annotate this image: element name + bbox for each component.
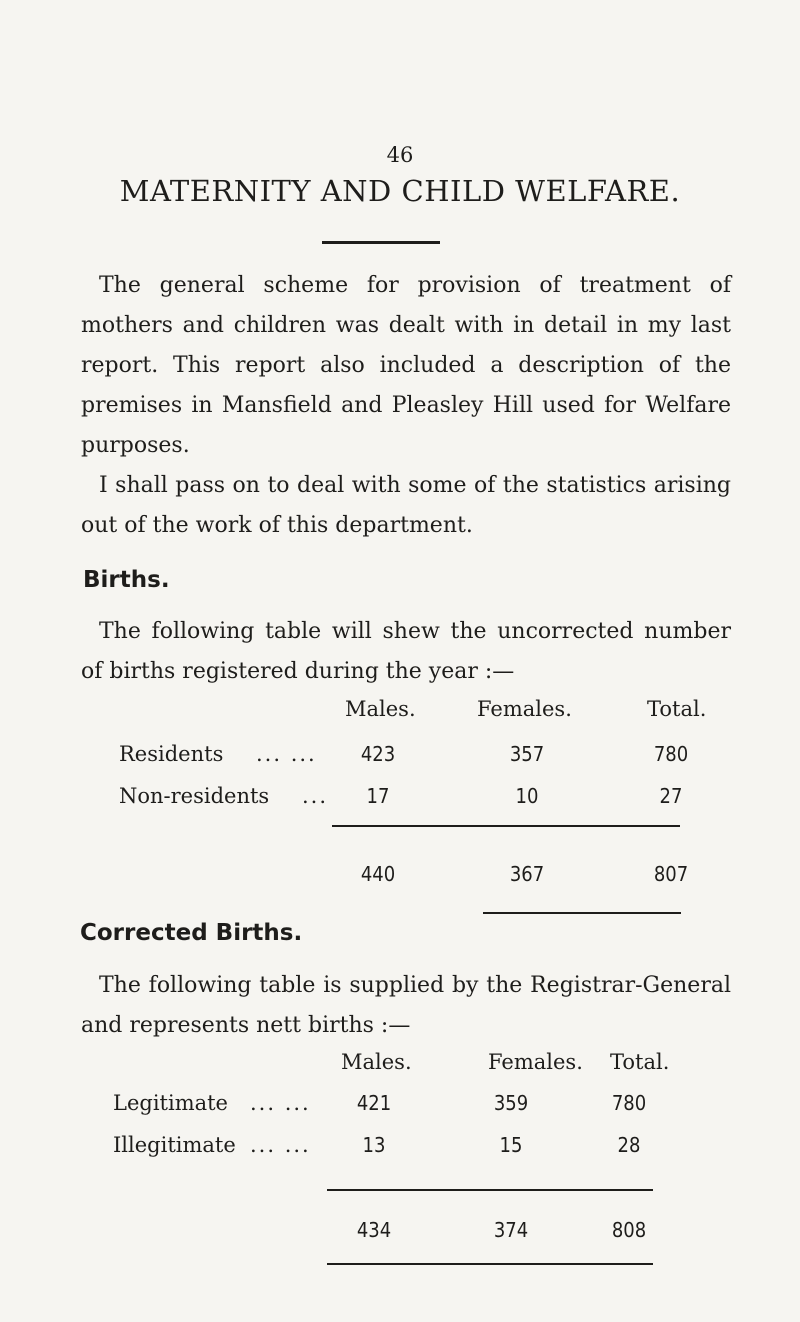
births-subtotal-rule	[332, 825, 680, 827]
births-total-cell: 367	[509, 862, 545, 886]
births-col-total: Total.	[647, 697, 707, 721]
corrected-total-cell: 374	[493, 1218, 529, 1242]
corrected-row-label: Illegitimate	[113, 1133, 236, 1157]
corrected-cell: 15	[499, 1133, 523, 1157]
births-total-cell: 807	[653, 862, 689, 886]
births-total-cell: 440	[360, 862, 396, 886]
births-row-label: Residents	[119, 742, 224, 766]
corrected-cell: 28	[617, 1133, 641, 1157]
corrected-cell: 421	[356, 1091, 392, 1115]
corrected-total-cell: 434	[356, 1218, 392, 1242]
page-number: 46	[386, 143, 414, 167]
corrected-subtotal-rule	[327, 1189, 653, 1191]
corrected-births-description-text: The following table is supplied by the Registrar-General and represents nett births :—	[81, 973, 731, 1038]
corrected-cell: 13	[362, 1133, 386, 1157]
corrected-cell: 359	[493, 1091, 529, 1115]
corrected-births-description	[81, 966, 731, 1046]
births-col-males: Males.	[345, 697, 416, 721]
births-cell: 357	[509, 742, 545, 766]
title-divider	[322, 241, 440, 244]
births-cell: 17	[366, 784, 390, 808]
page-title: MATERNITY AND CHILD WELFARE.	[119, 174, 681, 208]
births-description-text: The following table will shew the uncorrected number of births registered during the year :—	[81, 619, 731, 684]
births-row-leader: ... ...	[256, 742, 317, 766]
corrected-cell: 780	[611, 1091, 647, 1115]
births-cell: 423	[360, 742, 396, 766]
births-col-females: Females.	[477, 697, 572, 721]
births-cell: 10	[515, 784, 539, 808]
births-description	[81, 612, 731, 692]
intro-paragraph-2	[81, 466, 731, 546]
corrected-col-males: Males.	[341, 1050, 412, 1074]
births-heading: Births.	[83, 567, 170, 593]
births-row-leader: ...	[302, 784, 329, 808]
corrected-row-leader: ... ...	[250, 1133, 311, 1157]
births-cell: 27	[659, 784, 683, 808]
births-cell: 780	[653, 742, 689, 766]
corrected-total-rule	[327, 1263, 653, 1265]
corrected-births-heading: Corrected Births.	[80, 920, 303, 946]
corrected-col-total: Total.	[610, 1050, 670, 1074]
births-row-label: Non-residents	[119, 784, 270, 808]
intro-paragraph-1	[81, 266, 731, 466]
intro-paragraph-2-text: I shall pass on to deal with some of the statistics arising out of the work of this department.	[81, 473, 731, 538]
corrected-row-leader: ... ...	[250, 1091, 311, 1115]
intro-paragraph-1-text: The general scheme for provision of treatment of mothers and children was dealt with in detail in my last report. This report also included a description of the premises in Mansfield and Pleasley Hill used for Welfare purposes.	[81, 273, 731, 458]
corrected-row-label: Legitimate	[113, 1091, 228, 1115]
corrected-total-cell: 808	[611, 1218, 647, 1242]
births-total-rule	[483, 912, 681, 914]
corrected-col-females: Females.	[488, 1050, 583, 1074]
